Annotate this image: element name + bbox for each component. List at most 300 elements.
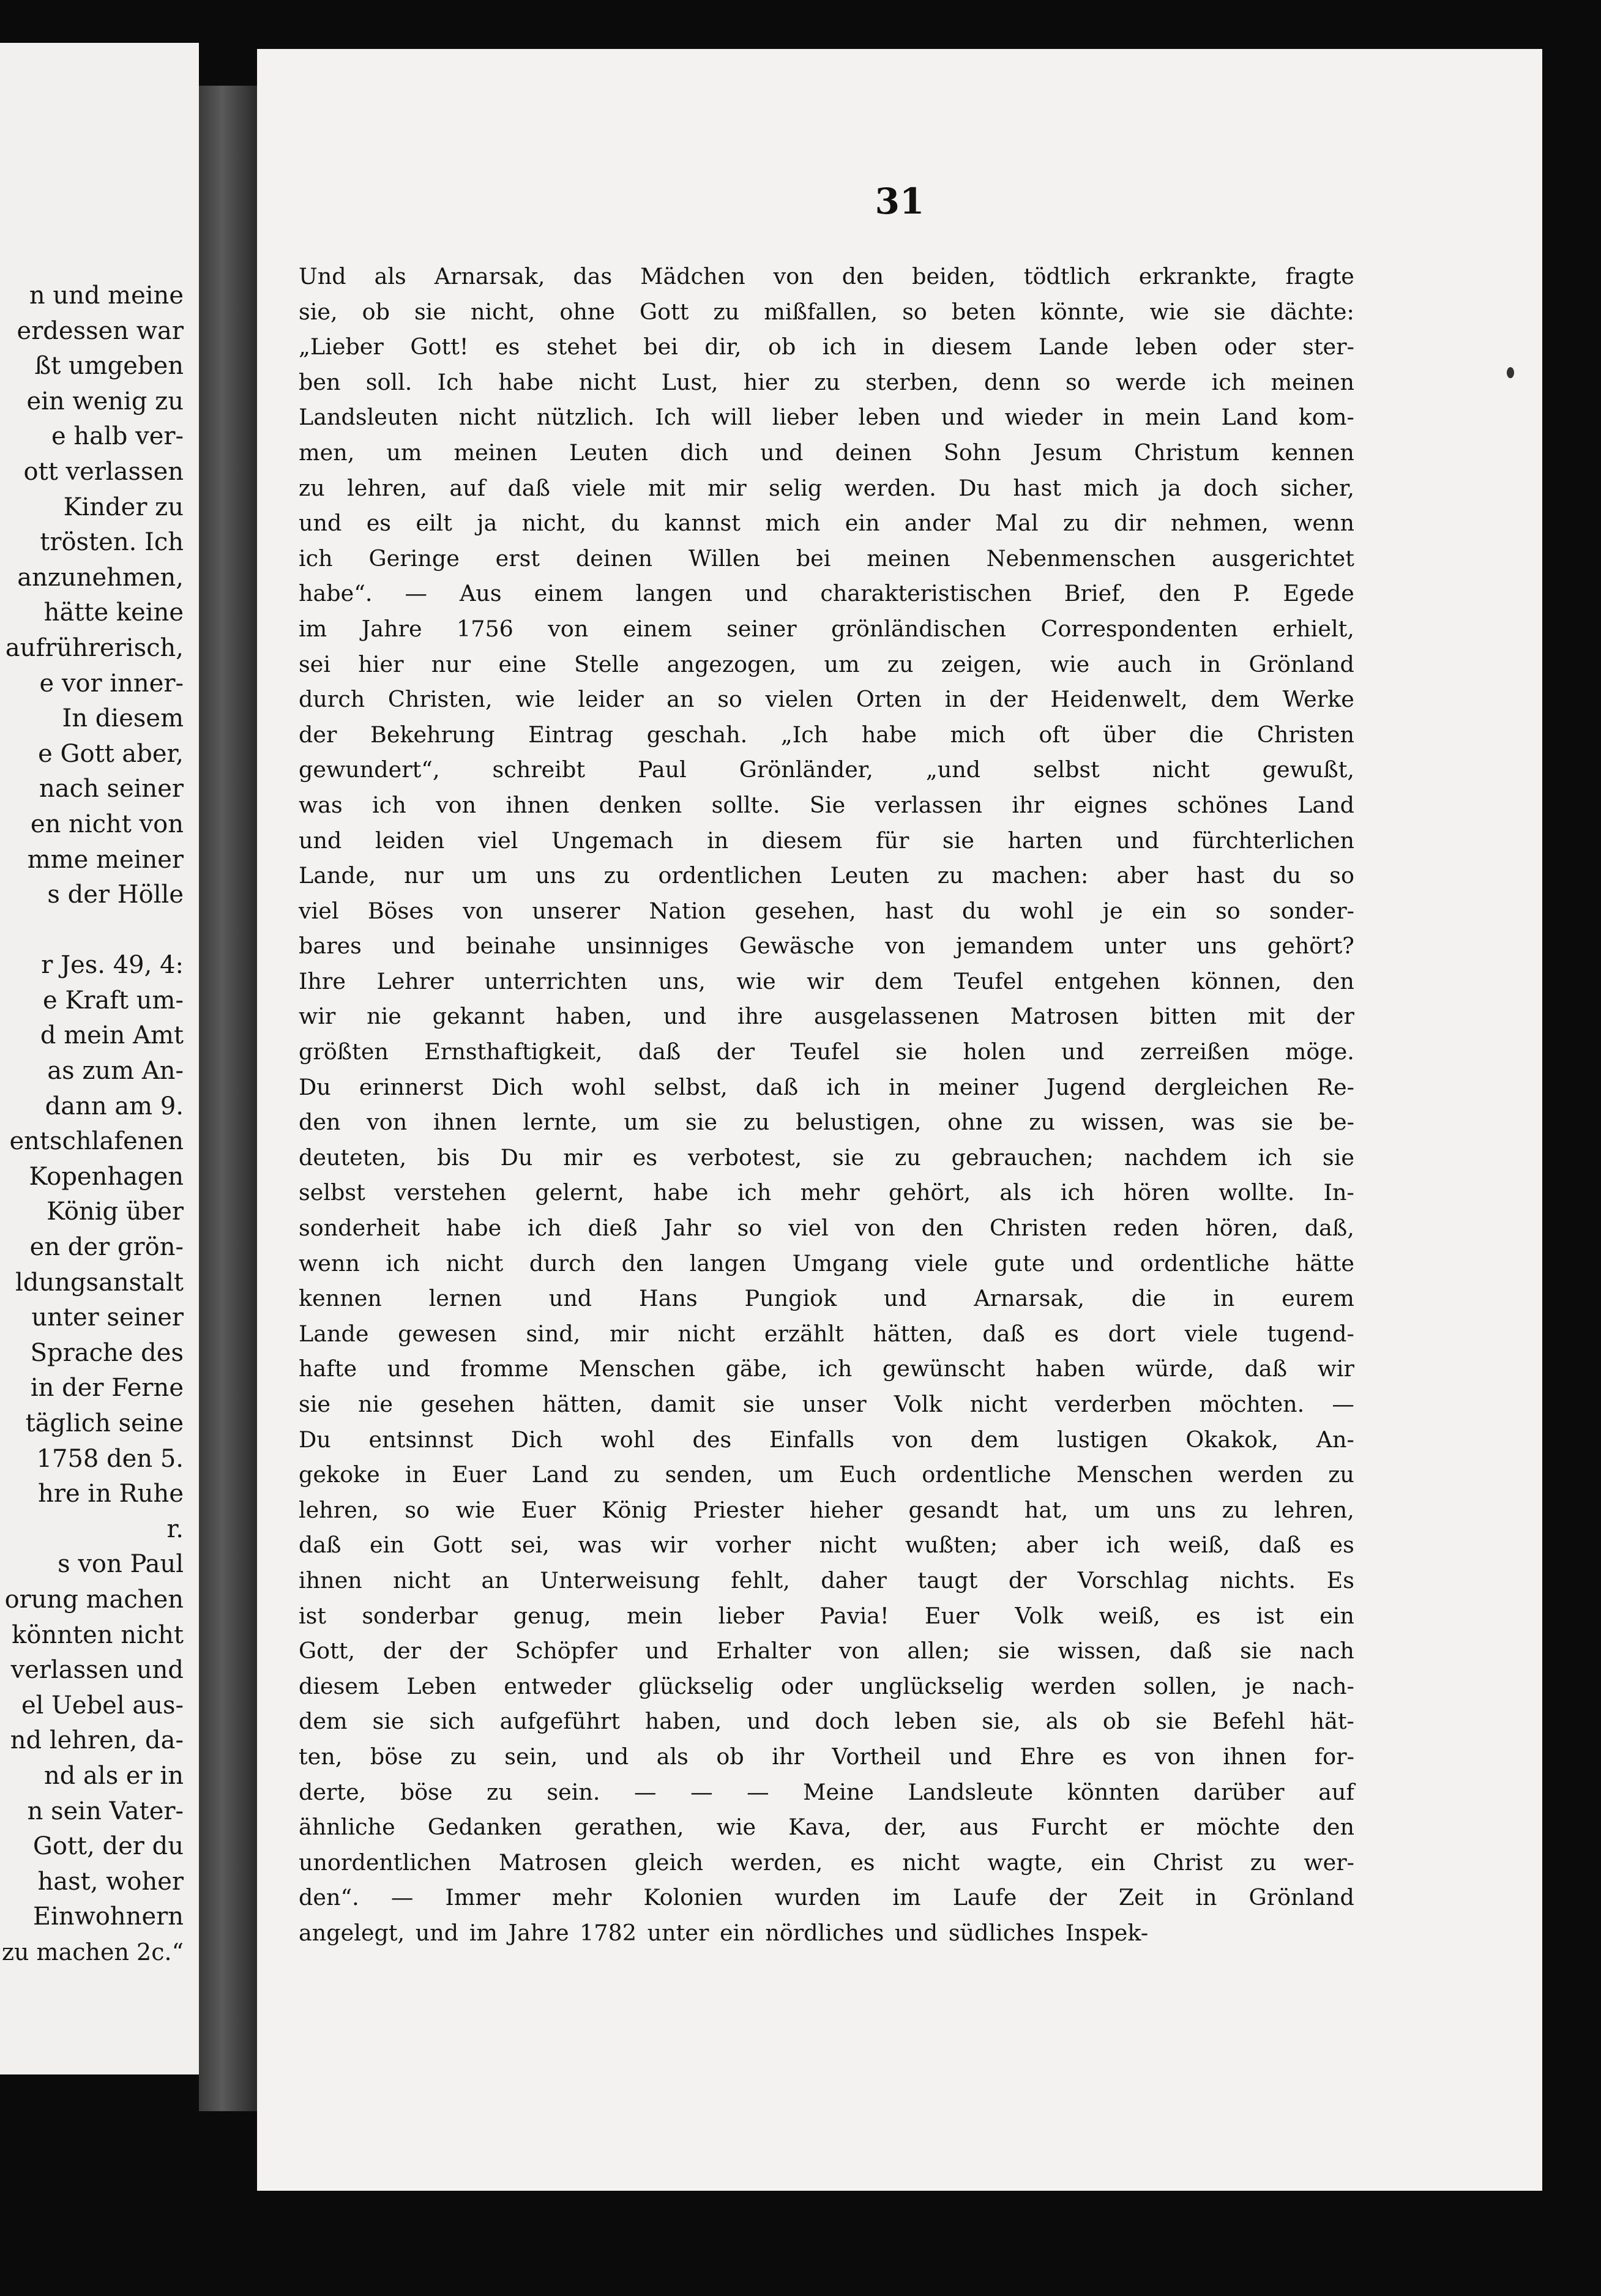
word: von xyxy=(436,791,477,818)
word: gehört, xyxy=(888,1179,971,1206)
word: ich xyxy=(1211,368,1246,395)
ink-speck xyxy=(1507,367,1514,378)
word: ich xyxy=(1060,1179,1095,1206)
word: Dich xyxy=(491,1073,543,1100)
word: stehet xyxy=(546,334,617,360)
word: an xyxy=(666,686,695,713)
word: es xyxy=(1329,1532,1354,1559)
word: wollte. xyxy=(1218,1179,1295,1206)
left-text-line: en nicht von xyxy=(30,810,184,838)
word: sie xyxy=(1322,1144,1354,1171)
word: der, xyxy=(884,1814,927,1841)
word: verbotest, xyxy=(687,1144,802,1171)
word: in xyxy=(1200,650,1222,677)
word: einem xyxy=(534,580,603,607)
word: Stelle xyxy=(574,650,640,677)
text-line xyxy=(299,1105,1354,1140)
word: Sie xyxy=(809,791,846,818)
word: 1756 xyxy=(457,615,513,642)
word: gewundert“, xyxy=(299,756,440,783)
word: von xyxy=(462,897,504,924)
word: wie xyxy=(515,686,555,713)
word: als xyxy=(1045,1708,1078,1735)
word: Christen xyxy=(1256,721,1354,748)
text-line xyxy=(299,1775,1354,1810)
word: allen; xyxy=(907,1638,970,1664)
word: könnte, xyxy=(1040,298,1125,325)
word: um xyxy=(624,1109,660,1136)
word: bares xyxy=(299,933,362,960)
word: dort xyxy=(1108,1320,1156,1347)
word: habe“. xyxy=(299,580,373,607)
word: weiß, xyxy=(1168,1532,1230,1559)
word: gebrauchen; xyxy=(951,1144,1094,1171)
word: nicht xyxy=(393,1567,451,1593)
word: langen xyxy=(635,580,713,607)
word: Vortheil xyxy=(832,1743,921,1770)
word: den xyxy=(1312,1814,1354,1841)
word: so xyxy=(1065,368,1091,395)
word: haben, xyxy=(644,1708,722,1735)
left-text-line: e halb ver- xyxy=(51,422,184,451)
word: ob xyxy=(1102,1708,1131,1735)
word: daß xyxy=(299,1532,341,1559)
word: derte, xyxy=(299,1778,367,1805)
left-text-line: nd lehren, da- xyxy=(10,1726,184,1755)
word: haben xyxy=(1036,1355,1105,1382)
left-text-line: Kinder zu xyxy=(63,493,184,521)
word: Grönland xyxy=(1248,650,1354,677)
word: sein. xyxy=(547,1778,600,1805)
word: ich xyxy=(737,1179,772,1206)
word: hören xyxy=(1123,1179,1190,1206)
word: An- xyxy=(1316,1426,1354,1453)
word: In- xyxy=(1323,1179,1354,1206)
word: viel xyxy=(299,897,339,924)
word: wohl xyxy=(571,1073,626,1100)
word: nicht xyxy=(458,404,517,431)
word: Lande xyxy=(299,1320,369,1347)
text-line xyxy=(299,1704,1354,1739)
word: gesehen, xyxy=(755,897,856,924)
word: ausgerichtet xyxy=(1211,545,1354,572)
word: wohl xyxy=(1020,897,1074,924)
word: ihnen xyxy=(433,1109,497,1136)
left-text-line: mme meiner xyxy=(27,845,184,874)
word: die xyxy=(1189,721,1224,748)
left-text-line: r. xyxy=(166,1515,184,1543)
word: auf xyxy=(449,474,486,501)
word: unsinniges xyxy=(586,933,709,960)
word: P. xyxy=(1233,580,1251,607)
word: holen xyxy=(963,1038,1026,1065)
word: wagte, xyxy=(987,1849,1064,1876)
word: und xyxy=(941,404,985,431)
word: senden, xyxy=(665,1461,753,1488)
left-text-line: täglich seine xyxy=(25,1409,184,1437)
word: Gott, xyxy=(299,1638,356,1664)
word: denken xyxy=(599,791,682,818)
word: gewußt, xyxy=(1262,756,1354,783)
word: bis xyxy=(436,1144,470,1171)
word: zu xyxy=(450,1743,477,1770)
word: mir xyxy=(563,1144,602,1171)
text-line xyxy=(299,1175,1354,1210)
word: sonder- xyxy=(1269,897,1354,924)
word: wenn xyxy=(1293,510,1354,537)
word: hast xyxy=(885,897,933,924)
word: ordentliche xyxy=(922,1461,1051,1488)
word: nicht xyxy=(819,1532,877,1559)
word: ander xyxy=(904,510,971,537)
word: mir xyxy=(707,474,747,501)
text-line xyxy=(299,294,1354,330)
word: Schöpfer xyxy=(515,1638,618,1664)
word: um xyxy=(824,650,860,677)
left-page xyxy=(0,43,199,2074)
word: Lehrer xyxy=(376,967,454,994)
page-number: 31 xyxy=(875,181,925,222)
word: Priester xyxy=(693,1496,784,1523)
word: doch xyxy=(1203,474,1258,501)
word: dem xyxy=(299,1708,348,1735)
word: zu xyxy=(894,1144,921,1171)
word: uns, xyxy=(658,967,706,994)
word: Heidenwelt, xyxy=(1050,686,1188,713)
word: möchten. xyxy=(1199,1391,1305,1417)
word: erkrankte, xyxy=(1138,263,1258,289)
word: sicher, xyxy=(1280,474,1354,501)
word: zu xyxy=(1222,1496,1248,1523)
word: vielen xyxy=(765,686,834,713)
word: Volk xyxy=(894,1391,942,1417)
word: eignes xyxy=(1073,791,1148,818)
word: jemandem xyxy=(956,933,1074,960)
text-line xyxy=(299,576,1354,611)
text-line xyxy=(299,1739,1354,1775)
word: und xyxy=(387,1355,430,1382)
word: Christen, xyxy=(387,686,493,713)
text-line xyxy=(299,1845,1354,1880)
word: größten xyxy=(299,1038,389,1065)
word: nur xyxy=(404,862,444,889)
word: Kava, xyxy=(788,1814,852,1841)
right-page xyxy=(257,49,1542,2191)
word: dem xyxy=(874,967,924,994)
word: nie xyxy=(358,1391,393,1417)
word: zu xyxy=(937,862,964,889)
word: so xyxy=(717,686,742,713)
word: an xyxy=(481,1567,509,1593)
word: habe xyxy=(653,1179,709,1206)
word: lustigen xyxy=(1056,1426,1148,1453)
word: entsinnst xyxy=(368,1426,474,1453)
word: ein xyxy=(1091,1849,1126,1876)
word: uns xyxy=(1155,1496,1196,1523)
word: genug, xyxy=(513,1602,591,1629)
text-line xyxy=(299,435,1354,471)
word: Laufe xyxy=(952,1884,1017,1911)
word: Meine xyxy=(803,1778,874,1805)
word: Menschen xyxy=(578,1355,696,1382)
word: hast xyxy=(1013,474,1062,501)
word: der xyxy=(1008,1567,1047,1593)
word: Du xyxy=(500,1144,533,1171)
word: nachdem xyxy=(1124,1144,1228,1171)
word: hat, xyxy=(1024,1496,1069,1523)
word: würde, xyxy=(1135,1355,1215,1382)
left-text-line: r Jes. 49, 4: xyxy=(41,951,184,980)
word: Ich xyxy=(437,368,473,395)
word: vorher xyxy=(715,1532,791,1559)
word: wir xyxy=(1317,1355,1354,1382)
word: böse xyxy=(400,1778,453,1805)
word: Christum xyxy=(1133,439,1240,466)
word: sie xyxy=(414,298,446,325)
word: es xyxy=(1196,1602,1221,1629)
word: Arnarsak, xyxy=(974,1285,1084,1312)
word: wenn xyxy=(299,1250,360,1277)
text-line xyxy=(299,329,1354,365)
word: unserer xyxy=(532,897,621,924)
word: mich xyxy=(765,510,821,537)
word: ihnen xyxy=(506,791,570,818)
word: und xyxy=(745,580,788,607)
text-line xyxy=(299,788,1354,823)
text-line xyxy=(299,400,1354,435)
word: sie xyxy=(1240,1638,1272,1664)
left-text-line: dann am 9. xyxy=(45,1092,184,1120)
word: durch xyxy=(529,1250,596,1277)
text-line xyxy=(299,1633,1354,1669)
word: lehren, xyxy=(299,1496,379,1523)
word: den xyxy=(921,1215,964,1242)
word: Orten xyxy=(856,686,922,713)
word: Ungemach xyxy=(551,827,674,854)
word: deuteten, xyxy=(299,1144,407,1171)
word: je xyxy=(1244,1672,1265,1699)
word: ich xyxy=(528,1215,562,1242)
word: Grönländer, xyxy=(739,756,873,783)
word: ster- xyxy=(1302,334,1354,360)
word: der xyxy=(989,686,1028,713)
word: den xyxy=(1312,967,1354,994)
left-text-line: en der grön- xyxy=(29,1233,184,1262)
word: viele xyxy=(914,1250,968,1277)
word: machen: xyxy=(991,862,1089,889)
word: schönes xyxy=(1177,791,1268,818)
word: seiner xyxy=(726,615,797,642)
word: lehren, xyxy=(1274,1496,1354,1523)
left-text-line: e Gott aber, xyxy=(38,739,184,768)
word: Euer xyxy=(521,1496,576,1523)
word: hier xyxy=(743,368,789,395)
text-line xyxy=(299,964,1354,999)
word: daß xyxy=(1169,1638,1212,1664)
word: der xyxy=(1048,1884,1087,1911)
word: hätten, xyxy=(873,1320,954,1347)
word: es xyxy=(366,510,392,537)
word: Landsleute xyxy=(908,1778,1034,1805)
word: dieß xyxy=(588,1215,638,1242)
text-line xyxy=(299,1140,1354,1176)
word: viele xyxy=(572,474,626,501)
word: mich xyxy=(950,721,1006,748)
word: viele xyxy=(1184,1320,1238,1347)
left-text-line: ldungsanstalt xyxy=(15,1268,184,1297)
word: dir xyxy=(1114,510,1146,537)
word: fürchterlichen xyxy=(1192,827,1354,854)
text-line xyxy=(299,505,1354,541)
word: leben xyxy=(894,1708,957,1735)
word: in xyxy=(1102,404,1125,431)
word: nach xyxy=(1299,1638,1354,1664)
word: wurden xyxy=(774,1884,861,1911)
word: selbst xyxy=(1033,756,1100,783)
word: deinen xyxy=(575,545,653,572)
word: als xyxy=(656,1743,689,1770)
word: sie xyxy=(895,1038,928,1065)
text-line xyxy=(299,1246,1354,1281)
word: wer- xyxy=(1304,1849,1354,1876)
text-line xyxy=(299,611,1354,647)
word: nützlich. xyxy=(536,404,635,431)
word: mit xyxy=(1247,1003,1285,1030)
word: um xyxy=(778,1461,814,1488)
word: sie xyxy=(832,1144,865,1171)
word: Einfalls xyxy=(769,1426,855,1453)
word: Zeit xyxy=(1118,1884,1164,1911)
word: mir xyxy=(610,1320,649,1347)
word: und xyxy=(663,1003,707,1030)
word: ten, xyxy=(299,1743,343,1770)
word: zeigen, xyxy=(941,650,1023,677)
word: auch xyxy=(1117,650,1172,677)
word: ein xyxy=(1319,1602,1354,1629)
word: hätte xyxy=(1295,1250,1354,1277)
word: damit xyxy=(650,1391,715,1417)
word: Land xyxy=(1297,791,1354,818)
word: zu xyxy=(1328,1461,1354,1488)
word: Ernsthaftigkeit, xyxy=(424,1038,603,1065)
word: und xyxy=(548,1285,592,1312)
word: gerathen, xyxy=(574,1814,684,1841)
text-line xyxy=(299,1210,1354,1246)
word: wir xyxy=(299,1003,336,1030)
word: zu xyxy=(713,298,740,325)
text-line xyxy=(299,682,1354,717)
word: leben xyxy=(858,404,921,431)
word: ein xyxy=(845,510,880,537)
word: Leben xyxy=(406,1672,477,1699)
word: diesem xyxy=(761,827,843,854)
word: Jugend xyxy=(1046,1073,1126,1100)
word: in xyxy=(944,686,966,713)
word: Unterweisung xyxy=(540,1567,700,1593)
word: daß xyxy=(1244,1355,1288,1382)
word: gesandt xyxy=(908,1496,999,1523)
word: Christen xyxy=(989,1215,1088,1242)
word: daß xyxy=(755,1073,799,1100)
word: zu xyxy=(603,862,630,889)
word: haben, xyxy=(555,1003,633,1030)
word: wissen, xyxy=(1058,1638,1142,1664)
left-text-line: trösten. Ich xyxy=(40,528,184,557)
word: Matrosen xyxy=(498,1849,607,1876)
word: — xyxy=(690,1778,713,1805)
book-gutter xyxy=(199,86,257,2111)
word: so xyxy=(1329,862,1354,889)
word: sonderheit xyxy=(299,1215,420,1242)
word: kannst xyxy=(664,510,741,537)
word: und xyxy=(645,1638,689,1664)
word: glückselig xyxy=(638,1672,754,1699)
word: der xyxy=(1316,1003,1354,1030)
word: ob xyxy=(768,334,796,360)
word: hieher xyxy=(809,1496,883,1523)
word: leider xyxy=(578,686,644,713)
word: sie xyxy=(372,1708,405,1735)
word: was xyxy=(578,1532,622,1559)
word: gekoke xyxy=(299,1461,380,1488)
word: „Lieber xyxy=(299,334,384,360)
word: Menschen xyxy=(1076,1461,1193,1488)
text-line xyxy=(299,259,1354,294)
word: und xyxy=(747,1708,790,1735)
word: daher xyxy=(821,1567,887,1593)
word: der xyxy=(383,1638,422,1664)
word: Und xyxy=(299,263,346,289)
word: in xyxy=(1195,1884,1217,1911)
word: den xyxy=(1159,580,1201,607)
word: zu xyxy=(487,1778,513,1805)
word: und xyxy=(392,933,436,960)
word: hafte xyxy=(299,1355,357,1382)
word: selbst xyxy=(299,1179,365,1206)
text-line xyxy=(299,541,1354,576)
word: verderben xyxy=(1054,1391,1172,1417)
word: Lande, xyxy=(299,862,376,889)
word: hätten, xyxy=(542,1391,623,1417)
word: verstehen xyxy=(394,1179,507,1206)
word: Teufel xyxy=(954,967,1024,994)
word: und xyxy=(299,510,342,537)
word: Correspondenten xyxy=(1040,615,1238,642)
word: ich xyxy=(818,1355,853,1382)
word: von xyxy=(838,1638,879,1664)
word: sei xyxy=(299,650,331,677)
word: habe xyxy=(861,721,917,748)
word: wie xyxy=(716,1814,756,1841)
word: sie xyxy=(942,827,974,854)
word: sein, xyxy=(504,1743,558,1770)
word: — xyxy=(1332,1391,1354,1417)
word: zu xyxy=(613,1461,640,1488)
word: es xyxy=(850,1849,875,1876)
word: aufgeführt xyxy=(499,1708,621,1735)
word: Landsleuten xyxy=(299,404,439,431)
word: viel xyxy=(788,1215,829,1242)
word: beiden, xyxy=(912,263,996,289)
word: der xyxy=(716,1038,755,1065)
word: Okakok, xyxy=(1185,1426,1278,1453)
word: tödtlich xyxy=(1023,263,1111,289)
word: leben xyxy=(1135,334,1198,360)
word: nicht xyxy=(677,1320,736,1347)
word: nach- xyxy=(1292,1672,1354,1699)
word: ein xyxy=(1151,897,1187,924)
word: oder xyxy=(1224,334,1276,360)
